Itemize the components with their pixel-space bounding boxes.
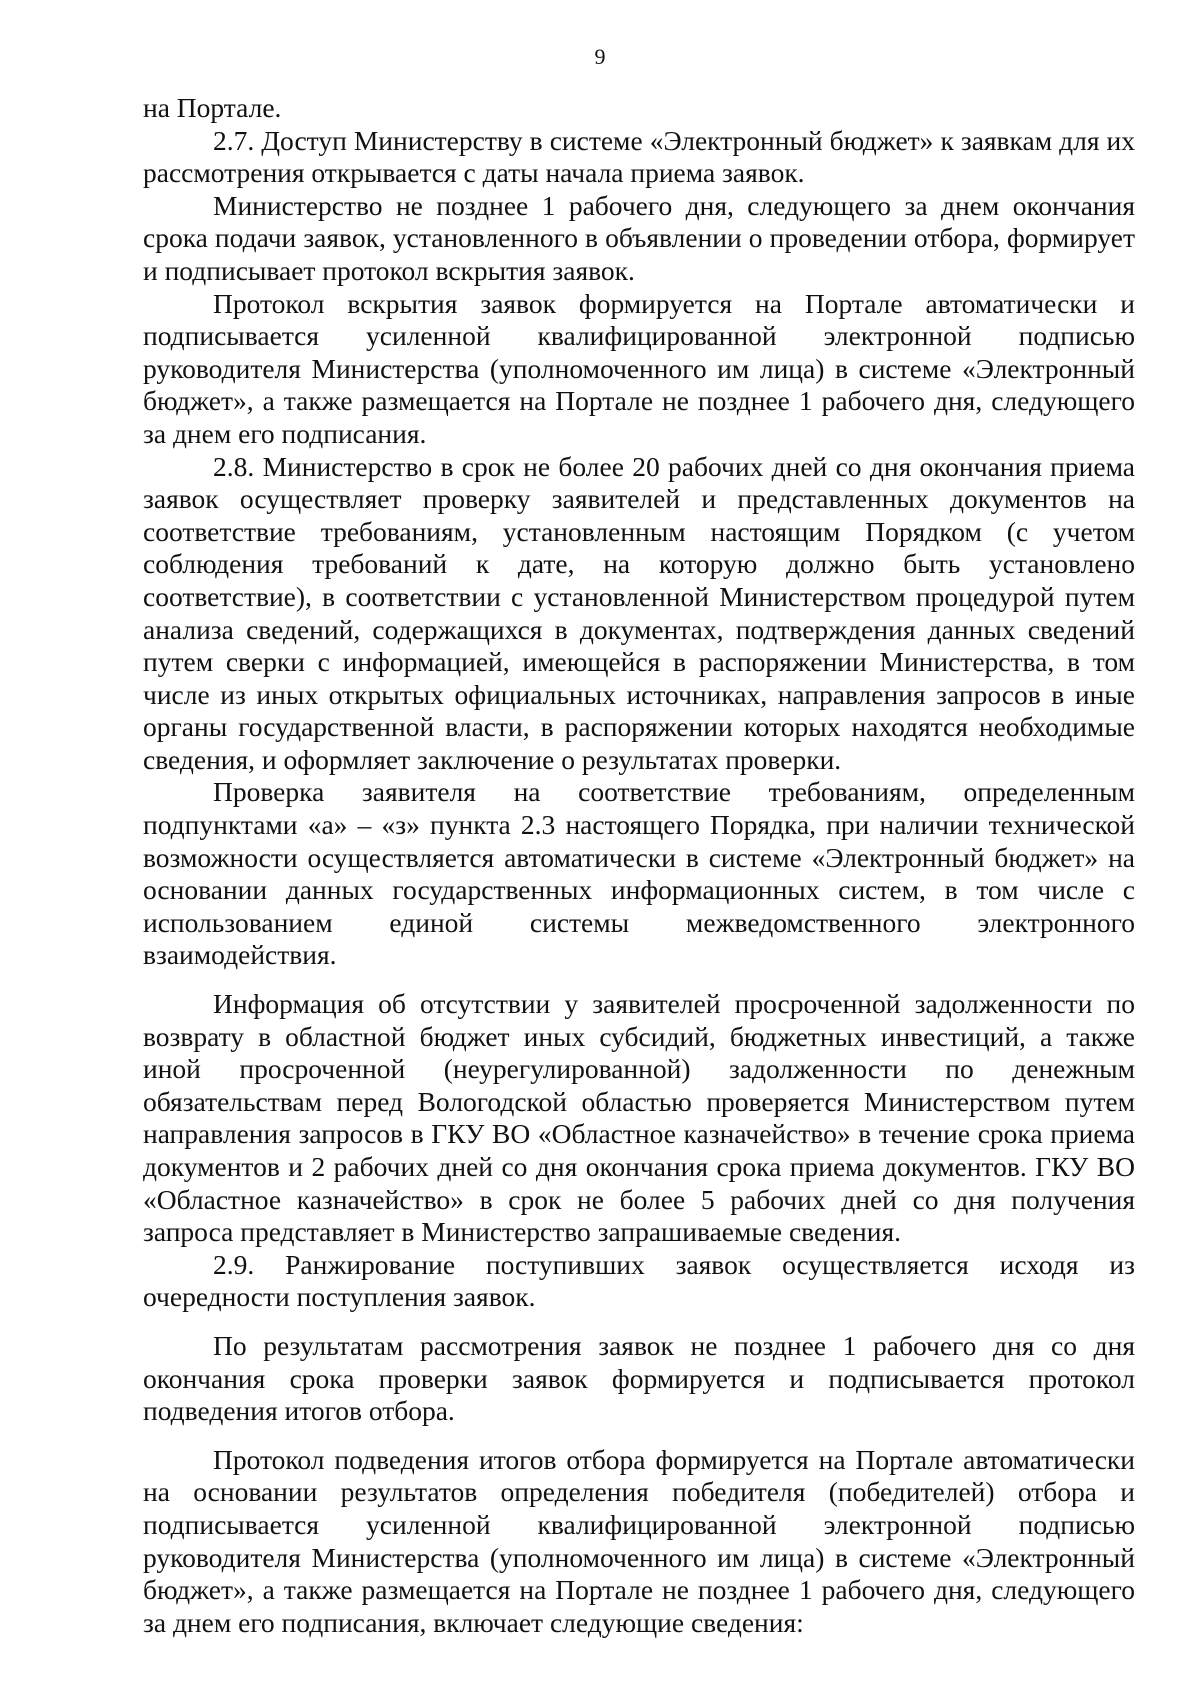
paragraph-review-results: По результатам рассмотрения заявок не позднее 1 рабочего дня со дня окончания срока проверки заявок формируется и подписывается протокол подведения итогов отбора. xyxy=(143,1329,1135,1427)
paragraph-2-7: 2.7. Доступ Министерству в системе «Электронный бюджет» к заявкам для их рассмотрения открывается с даты начала приема заявок. xyxy=(143,124,1135,189)
paragraph-opening-protocol-deadline: Министерство не позднее 1 рабочего дня, следующего за днем окончания срока подачи заявок, установленного в объявлении о проведении отбора, формирует и подписывает протокол вскрытия заявок. xyxy=(143,189,1135,286)
document-body xyxy=(143,92,1135,1639)
paragraph-continuation: на Портале. xyxy=(143,92,282,123)
paragraph-results-protocol: Протокол подведения итогов отбора формируется на Портале автоматически на основании результатов определения победителя (победителей) отбора и подписывается усиленной квалифицированной электронной подписью руководителя Министерства (уполномоченного им лица) в системе «Электронный бюджет», а также размещается на Портале не позднее 1 рабочего дня, следующего за днем его подписания, включает следующие сведения: xyxy=(143,1443,1135,1638)
paragraph-applicant-check: Проверка заявителя на соответствие требованиям, определенным подпунктами «а» – «з» пункта 2.3 настоящего Порядка, при наличии технической возможности осуществляется автоматически в системе «Электронный бюджет» на основании данных государственных информационных систем, в том числе с использованием единой системы межведомственного электронного взаимодействия. xyxy=(143,776,1135,971)
paragraph-debt-information: Информация об отсутствии у заявителей просроченной задолженности по возврату в областной бюджет иных субсидий, бюджетных инвестиций, а также иной просроченной (неурегулированной) задолженности по денежным обязательствам перед Вологодской областью проверяется Министерством путем направления запросов в ГКУ ВО «Областное казначейство» в течение срока приема документов и 2 рабочих дней со дня окончания срока приема документов. ГКУ ВО «Областное казначейство» в срок не более 5 рабочих дней со дня получения запроса представляет в Министерство запрашиваемые сведения. xyxy=(143,988,1135,1248)
page-number: 9 xyxy=(594,44,606,69)
paragraph-2-8: 2.8. Министерство в срок не более 20 рабочих дней со дня окончания приема заявок осуществляет проверку заявителей и представленных документов на соответствие требованиям, установленным настоящим Порядком (с учетом соблюдения требований к дате, на которую должно быть установлено соответствие), в соответствии с установленной Министерством процедурой путем анализа сведений, содержащихся в документах, подтверждения данных сведений путем сверки с информацией, имеющейся в распоряжении Министерства, в том числе из иных открытых официальных источниках, направления запросов в иные органы государственной власти, в распоряжении которых находятся необходимые сведения, и оформляет заключение о результатах проверки. xyxy=(143,450,1135,775)
paragraph-2-9: 2.9. Ранжирование поступивших заявок осуществляется исходя из очередности поступления заявок. xyxy=(143,1248,1135,1313)
paragraph-opening-protocol-portal: Протокол вскрытия заявок формируется на Портале автоматически и подписывается усиленной квалифицированной электронной подписью руководителя Министерства (уполномоченного им лица) в системе «Электронный бюджет», а также размещается на Портале не позднее 1 рабочего дня, следующего за днем его подписания. xyxy=(143,287,1135,449)
